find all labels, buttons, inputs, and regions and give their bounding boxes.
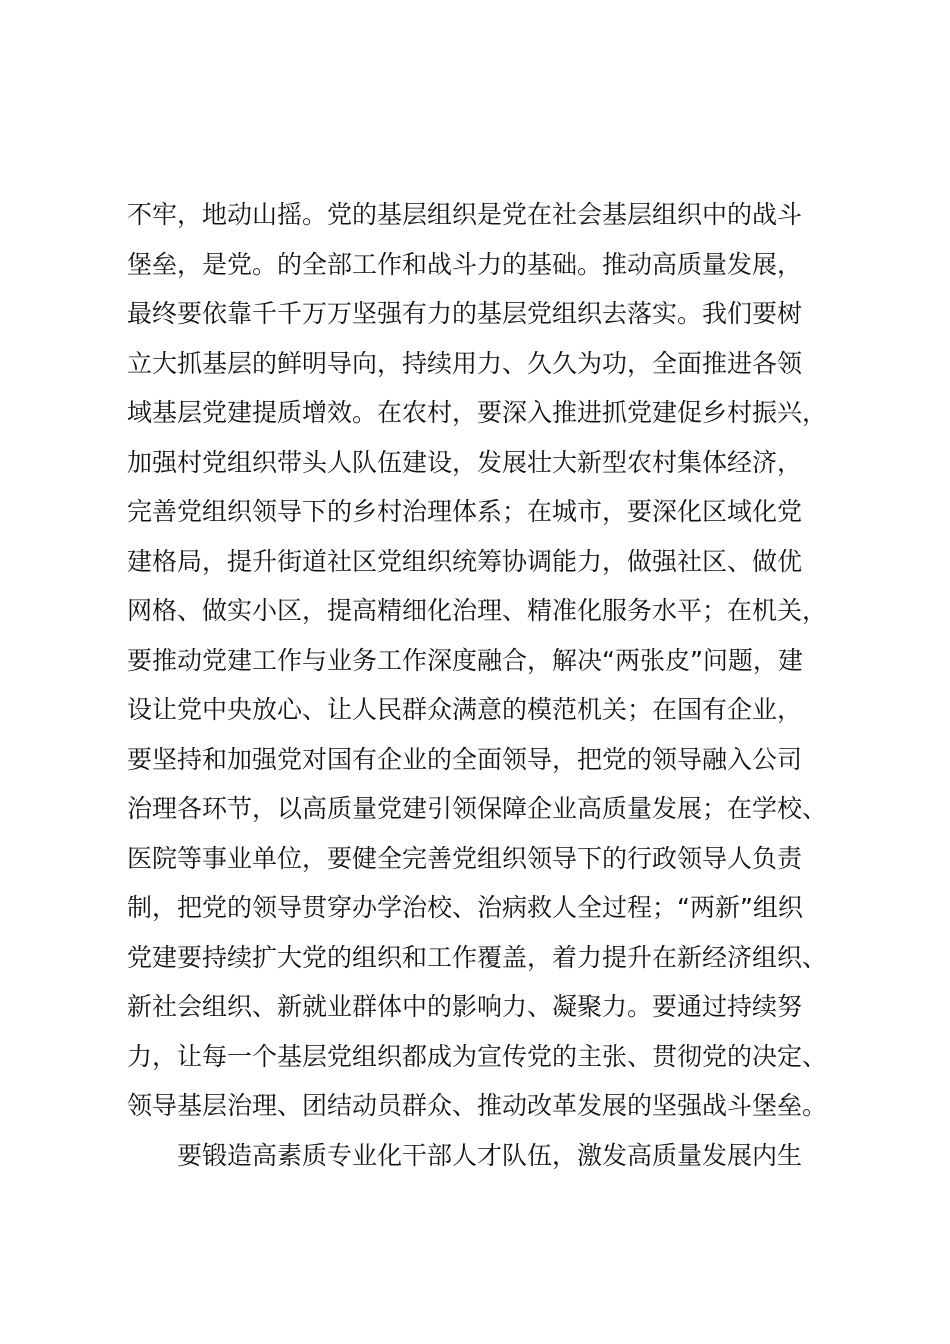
text-line: 建格局，提升街道社区党组织统筹协调能力，做强社区、做优 [127, 546, 803, 576]
text-line: 设让党中央放心、让人民群众满意的模范机关；在国有企业， [127, 695, 803, 724]
text-line: 不牢，地动山摇。党的基层组织是党在社会基层组织中的战斗 [127, 200, 803, 229]
text-line: 要坚持和加强党对国有企业的全面领导，把党的领导融入公司 [127, 744, 803, 774]
text-line: 领导基层治理、团结动员群众、推动改革发展的坚强战斗堡垒。 [127, 1091, 828, 1120]
paragraph-start-line: 要锻造高素质专业化干部人才队伍，激发高质量发展内生 [177, 1140, 803, 1170]
text-line: 完善党组织领导下的乡村治理体系；在城市，要深化区域化党 [127, 497, 803, 526]
text-line: 最终要依靠千千万万坚强有力的基层党组织去落实。我们要树 [127, 299, 803, 328]
text-line: 医院等事业单位，要健全完善党组织领导下的行政领导人负责 [127, 843, 803, 873]
text-line: 新社会组织、新就业群体中的影响力、凝聚力。要通过持续努 [127, 992, 803, 1021]
body-text [127, 190, 887, 1180]
text-line: 党建要持续扩大党的组织和工作覆盖，着力提升在新经济组织、 [127, 942, 828, 972]
text-line: 加强村党组织带头人队伍建设，发展壮大新型农村集体经济， [127, 447, 803, 477]
text-line: 要推动党建工作与业务工作深度融合，解决“两张皮”问题，建 [127, 645, 803, 675]
text-line: 立大抓基层的鲜明导向，持续用力、久久为功，全面推进各领 [127, 348, 803, 378]
text-line: 域基层党建提质增效。在农村，要深入推进抓党建促乡村振兴， [127, 398, 828, 427]
text-line: 力，让每一个基层党组织都成为宣传党的主张、贯彻党的决定、 [127, 1041, 828, 1071]
text-line: 制，把党的领导贯穿办学治校、治病救人全过程；“两新”组织 [127, 893, 803, 922]
text-line: 堡垒，是党。的全部工作和战斗力的基础。推动高质量发展， [127, 249, 803, 279]
text-line: 治理各环节，以高质量党建引领保障企业高质量发展；在学校、 [127, 794, 828, 823]
text-line: 网格、做实小区，提高精细化治理、精准化服务水平；在机关， [127, 596, 828, 625]
